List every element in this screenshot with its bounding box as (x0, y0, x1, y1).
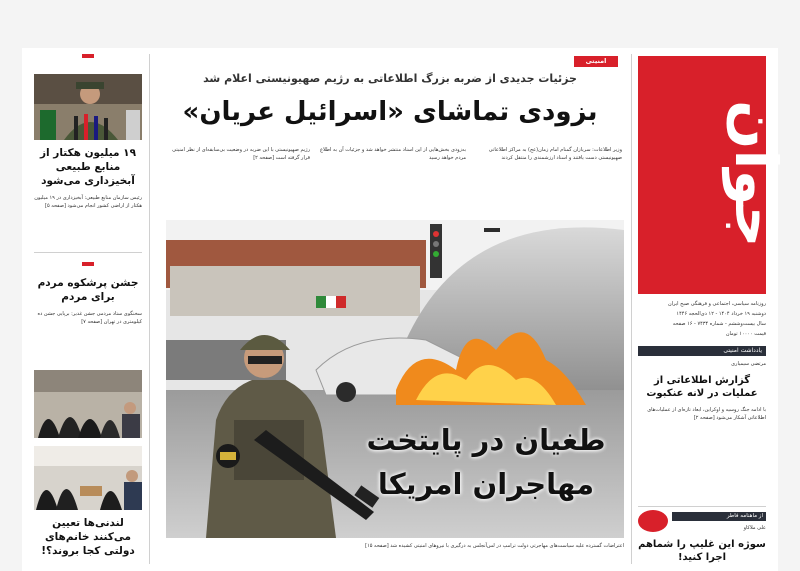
column-marker (82, 54, 94, 58)
masthead-tagline: روزنامه سیاسی، اجتماعی و فرهنگی صبح ایران (667, 301, 766, 307)
story1-title[interactable]: ۱۹ میلیون هکتار از منابع طبیعی آبخیزداری می‌شود (39, 147, 136, 187)
column-marker (82, 262, 94, 266)
gathering-illustration (34, 370, 142, 438)
story2-title[interactable]: جشن پرشکوه مردم برای مردم (37, 277, 139, 303)
bottom-tag-label: از ماهنامه فاطر (726, 513, 763, 519)
column-divider (638, 506, 766, 507)
kicker: جزئیات جدیدی از ضربه بزرگ اطلاعاتی به رژیم صهیونیستی اعلام شد (203, 72, 577, 85)
note-body: با ادامه جنگ روسیه و اوکراین، ابعاد تازه‌ای از عملیات‌های اطلاعاتی آشکار می‌شود [صفحه ۲] (647, 407, 766, 421)
meeting-photo (34, 446, 142, 510)
bottom-title[interactable]: سوژه این غلیپ را شماهم اجرا کنید! (638, 539, 766, 563)
story2-text: سخنگوی ستاد مردمی جشن غدیر: برپایی جشن ده کیلومتری در تهران [صفحه ۷] (37, 311, 142, 325)
photo-headline-2[interactable]: مهاجران امریکا (377, 467, 595, 501)
masthead-issue: سال بیست‌وششم - شماره ۷۴۳۴ - ۱۶ صفحه (672, 321, 766, 327)
masthead-price: قیمت ۱۰۰۰۰ تومان (725, 331, 766, 337)
gathering-photo (34, 370, 142, 438)
section-tag (574, 56, 618, 67)
speaker-photo (34, 74, 142, 140)
main-photo[interactable] (166, 220, 624, 538)
photo-caption: اعتراضات گسترده علیه سیاست‌های مهاجرتی دولت ترامپ در لس‌آنجلس به درگیری با نیروهای امنیتی کشیده شد [صفحه ۱۵] (365, 543, 624, 549)
lead-col-1: وزیر اطلاعات: سربازان گمنام امام زمان(عج) به مراکز اطلاعاتی صهیونیستی دست یافتند و اسناد ارزشمندی را منتقل کردند (488, 147, 622, 161)
bottom-byline: علی ملاکاو (743, 525, 766, 531)
note-tag (638, 346, 766, 356)
lead-col-3: رژیم صهیونیستی با این ضربه در وضعیت بی‌سابقه‌ای از نظر امنیتی قرار گرفته است [صفحه ۲] (172, 147, 310, 161)
photo-headline-1[interactable]: طغیان در پایتخت (366, 423, 606, 457)
lead-col-2: به‌زودی بخش‌هایی از این اسناد منتشر خواهد شد و جزئیات آن به اطلاع مردم خواهد رسید (320, 147, 466, 161)
note-title[interactable]: گزارش اطلاعاتی از عملیات در لانه عنکبوت (646, 375, 758, 399)
left-column (32, 54, 144, 569)
right-column (636, 54, 790, 569)
story1-text: رئیس سازمان منابع طبیعی: آبخیزداری در ۱۹ میلیون هکتار از اراضی کشور انجام می‌شود [صفحه ۵] (34, 195, 142, 209)
main-headline[interactable]: بزودی تماشای «اسرائیل عریان» (182, 97, 598, 127)
story3-title[interactable]: لندنی‌ها تعیین می‌کنند خانم‌های دولتی کجا بروند؟! (41, 517, 135, 557)
meeting-illustration (34, 446, 142, 510)
magazine-logo (638, 510, 668, 532)
newspaper-front-page (22, 48, 790, 571)
section-tag-label: امنیتی (585, 57, 607, 65)
note-byline: مرتضی سیمیاری (731, 361, 766, 367)
masthead-date: دوشنبه ۱۹ خرداد ۱۴۰۴ - ۱۲ ذی‌الحجه ۱۴۴۶ (676, 311, 766, 317)
note-tag-label: یادداشت امنیتی (723, 347, 762, 354)
column-rule (149, 54, 150, 564)
column-rule (631, 54, 632, 564)
speaker-illustration (34, 74, 142, 140)
masthead-logo: جوان (722, 100, 790, 248)
bottom-tag (672, 512, 766, 521)
center-column (154, 54, 626, 569)
column-divider (34, 252, 142, 253)
masthead-logo-box (638, 56, 790, 294)
